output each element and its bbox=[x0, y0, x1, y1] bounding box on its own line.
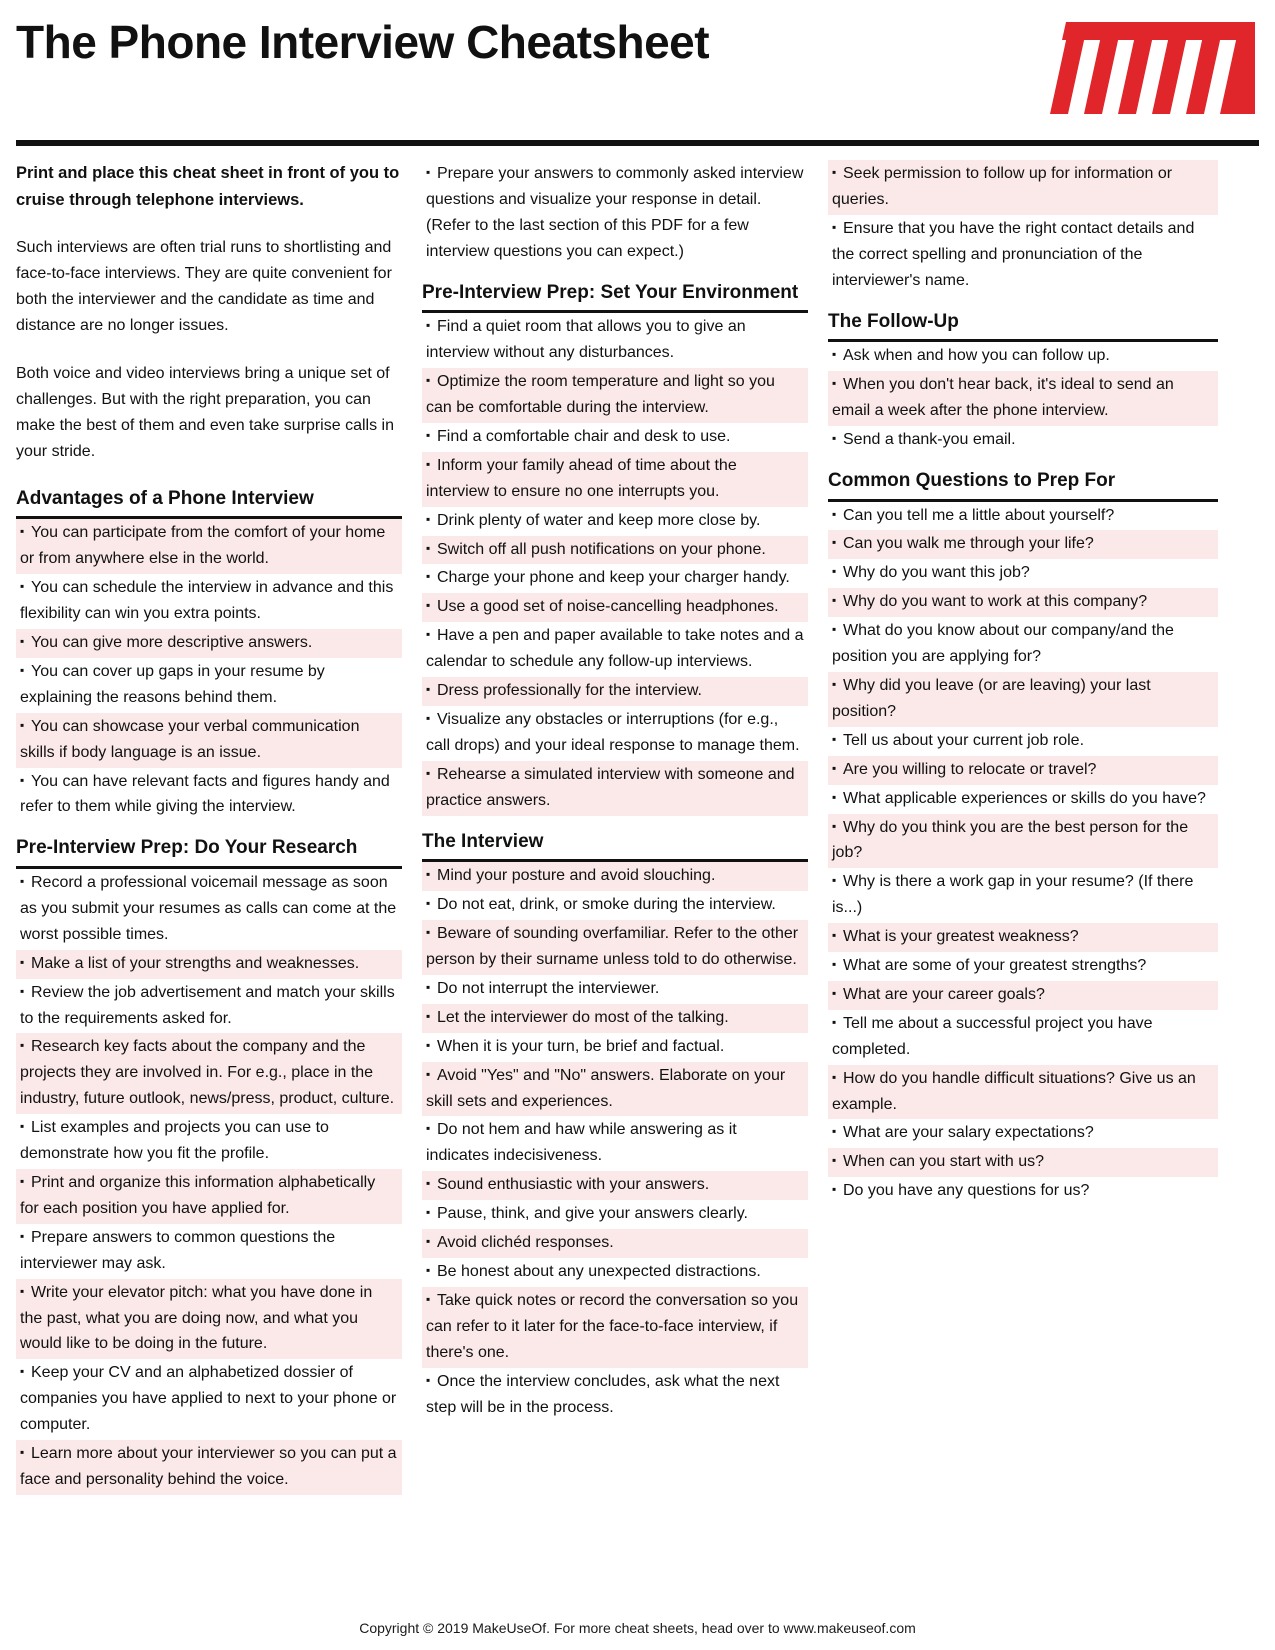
list-item-text: You can cover up gaps in your resume by explaining the reasons behind them. bbox=[20, 662, 325, 706]
list-item-text: Beware of sounding overfamiliar. Refer to the other person by their surname unless told to do otherwise. bbox=[426, 925, 799, 969]
list-item-text: How do you handle difficult situations? Give us an example. bbox=[832, 1069, 1196, 1113]
list-item-text: Let the interviewer do most of the talking. bbox=[437, 1008, 729, 1026]
list-item-text: What is your greatest weakness? bbox=[843, 928, 1079, 946]
list-item bbox=[828, 727, 1218, 756]
list-item bbox=[422, 507, 808, 536]
list-item-text: You can participate from the comfort of your home or from anywhere else in the world. bbox=[20, 524, 386, 568]
list-item bbox=[828, 502, 1218, 531]
list-item-text: You can give more descriptive answers. bbox=[31, 634, 313, 651]
list-item bbox=[828, 923, 1218, 952]
content-columns bbox=[16, 160, 1259, 1495]
list-item bbox=[422, 1004, 808, 1033]
square-bullet-icon: ▪ bbox=[832, 1014, 837, 1029]
square-bullet-icon: ▪ bbox=[832, 985, 837, 1000]
square-bullet-icon: ▪ bbox=[832, 347, 837, 362]
list-item bbox=[422, 593, 808, 622]
square-bullet-icon: ▪ bbox=[20, 1364, 25, 1379]
list-item bbox=[16, 1440, 402, 1495]
list-item bbox=[16, 1279, 402, 1360]
page-title: The Phone Interview Cheatsheet bbox=[16, 16, 710, 68]
list-item bbox=[828, 672, 1218, 727]
list-item bbox=[422, 862, 808, 891]
intro-paragraph: Both voice and video interviews bring a unique set of challenges. But with the right preparation, you can make the best of them and even take surprise calls in your stride. bbox=[16, 365, 394, 460]
square-bullet-icon: ▪ bbox=[426, 1037, 431, 1052]
list-item-text: Learn more about your interviewer so you can put a face and personality behind the voice. bbox=[20, 1445, 397, 1488]
list-item-text: Print and organize this information alphabetically for each position you have applied for. bbox=[20, 1174, 376, 1217]
list-item bbox=[828, 756, 1218, 785]
list-item bbox=[422, 1229, 808, 1258]
list-item-text: What are your salary expectations? bbox=[843, 1124, 1094, 1142]
list-item bbox=[828, 371, 1218, 426]
bullet-list bbox=[828, 502, 1218, 1207]
list-item bbox=[828, 160, 1218, 215]
list-item-text: Take quick notes or record the conversation so you can refer to it later for the face-to-face interview, if there's one. bbox=[426, 1291, 799, 1361]
list-item-text: Have a pen and paper available to take notes and a calendar to schedule any follow-up interviews. bbox=[426, 627, 804, 671]
list-item bbox=[422, 1287, 808, 1368]
section-heading-the-follow-up: The Follow-Up bbox=[828, 310, 1218, 343]
square-bullet-icon: ▪ bbox=[20, 954, 25, 969]
list-item-text: Dress professionally for the interview. bbox=[437, 682, 702, 700]
list-item bbox=[828, 1065, 1218, 1120]
list-item-text: You can showcase your verbal communication skills if body language is an issue. bbox=[20, 717, 360, 761]
list-item-text: Prepare your answers to commonly asked interview questions and visualize your response in detail. (Refer to the last section of this PDF for a few interview questions you can expect.) bbox=[426, 165, 804, 260]
bullet-list bbox=[16, 869, 402, 1495]
square-bullet-icon: ▪ bbox=[426, 1291, 431, 1306]
square-bullet-icon: ▪ bbox=[20, 1228, 25, 1243]
square-bullet-icon: ▪ bbox=[426, 1176, 431, 1191]
list-item bbox=[828, 215, 1218, 296]
list-item bbox=[828, 1177, 1218, 1206]
list-item bbox=[828, 814, 1218, 869]
list-item bbox=[422, 975, 808, 1004]
list-item-text: Visualize any obstacles or interruptions (for e.g., call drops) and your ideal response to manage them. bbox=[426, 711, 800, 754]
square-bullet-icon: ▪ bbox=[426, 682, 431, 697]
column-left bbox=[16, 160, 402, 1495]
square-bullet-icon: ▪ bbox=[20, 1445, 25, 1460]
square-bullet-icon: ▪ bbox=[20, 874, 25, 889]
square-bullet-icon: ▪ bbox=[426, 1234, 431, 1249]
square-bullet-icon: ▪ bbox=[426, 627, 431, 642]
list-item-text: Record a professional voicemail message as soon as you submit your resumes as calls can come at the worst possible times. bbox=[20, 874, 397, 943]
list-item bbox=[828, 868, 1218, 923]
square-bullet-icon: ▪ bbox=[426, 1066, 431, 1081]
list-item-text: Why do you want this job? bbox=[843, 564, 1030, 582]
square-bullet-icon: ▪ bbox=[832, 873, 837, 888]
list-item bbox=[828, 617, 1218, 672]
list-item bbox=[16, 768, 402, 823]
list-item-text: Do not eat, drink, or smoke during the interview. bbox=[437, 896, 776, 914]
list-item-text: Avoid "Yes" and "No" answers. Elaborate on your skill sets and experiences. bbox=[426, 1066, 786, 1110]
list-item bbox=[16, 1033, 402, 1114]
list-item-text: Research key facts about the company and the projects they are involved in. For e.g., place in the industry, future outlook, news/press, product, culture. bbox=[20, 1038, 395, 1108]
square-bullet-icon: ▪ bbox=[832, 760, 837, 775]
list-item-text: When can you start with us? bbox=[843, 1153, 1044, 1171]
square-bullet-icon: ▪ bbox=[832, 1182, 837, 1197]
square-bullet-icon: ▪ bbox=[20, 717, 25, 732]
list-item-text: Find a quiet room that allows you to give an interview without any disturbances. bbox=[426, 318, 746, 362]
list-item-text: Find a comfortable chair and desk to use. bbox=[437, 427, 731, 445]
list-item bbox=[16, 658, 402, 713]
list-item-text: Switch off all push notifications on your phone. bbox=[437, 540, 766, 558]
list-item-text: Mind your posture and avoid slouching. bbox=[437, 867, 716, 885]
list-item bbox=[422, 761, 808, 816]
square-bullet-icon: ▪ bbox=[20, 634, 25, 648]
list-item-text: Seek permission to follow up for information or queries. bbox=[832, 165, 1173, 208]
list-item-text: Why did you leave (or are leaving) your last position? bbox=[832, 676, 1151, 720]
list-item-text: What applicable experiences or skills do you have? bbox=[843, 789, 1206, 807]
square-bullet-icon: ▪ bbox=[832, 430, 837, 445]
list-item-text: Once the interview concludes, ask what the next step will be in the process. bbox=[426, 1372, 780, 1416]
square-bullet-icon: ▪ bbox=[426, 925, 431, 940]
square-bullet-icon: ▪ bbox=[832, 676, 837, 691]
list-item-text: Do not hem and haw while answering as it indicates indecisiveness. bbox=[426, 1121, 737, 1165]
square-bullet-icon: ▪ bbox=[832, 731, 837, 746]
square-bullet-icon: ▪ bbox=[832, 1069, 837, 1084]
section-heading-common-questions-to-prep-for: Common Questions to Prep For bbox=[828, 469, 1218, 502]
list-item bbox=[422, 622, 808, 677]
square-bullet-icon: ▪ bbox=[20, 1038, 25, 1053]
square-bullet-icon: ▪ bbox=[832, 957, 837, 972]
list-item-text: What are some of your greatest strengths? bbox=[843, 957, 1147, 975]
square-bullet-icon: ▪ bbox=[832, 535, 837, 550]
list-item bbox=[422, 160, 808, 267]
list-item-text: Tell us about your current job role. bbox=[843, 731, 1085, 749]
intro-lede: Print and place this cheat sheet in front of you to cruise through telephone interviews. bbox=[16, 164, 400, 209]
list-item-text: Be honest about any unexpected distractions. bbox=[437, 1263, 761, 1280]
square-bullet-icon: ▪ bbox=[832, 564, 837, 579]
list-item bbox=[828, 1010, 1218, 1065]
square-bullet-icon: ▪ bbox=[832, 1153, 837, 1168]
square-bullet-icon: ▪ bbox=[832, 593, 837, 608]
list-item-text: Why do you think you are the best person for the job? bbox=[832, 818, 1189, 862]
list-item bbox=[422, 313, 808, 368]
bullet-list bbox=[828, 342, 1218, 455]
list-item bbox=[16, 713, 402, 768]
list-item-text: Do you have any questions for us? bbox=[843, 1182, 1090, 1200]
muo-logo-icon bbox=[1050, 18, 1255, 123]
list-item-text: Use a good set of noise-cancelling headphones. bbox=[437, 598, 779, 616]
square-bullet-icon: ▪ bbox=[426, 373, 431, 388]
list-item-text: Make a list of your strengths and weaknesses. bbox=[31, 954, 360, 972]
list-item bbox=[828, 952, 1218, 981]
square-bullet-icon: ▪ bbox=[832, 928, 837, 943]
list-item bbox=[16, 629, 402, 658]
list-item-text: Rehearse a simulated interview with someone and practice answers. bbox=[426, 765, 795, 809]
list-item bbox=[422, 1368, 808, 1423]
square-bullet-icon: ▪ bbox=[832, 506, 837, 521]
list-item bbox=[16, 1169, 402, 1224]
square-bullet-icon: ▪ bbox=[20, 1174, 25, 1188]
list-item-text: Sound enthusiastic with your answers. bbox=[437, 1176, 710, 1194]
section-heading-the-interview: The Interview bbox=[422, 830, 808, 863]
list-item bbox=[16, 519, 402, 574]
list-item bbox=[828, 559, 1218, 588]
list-item-text: Why do you want to work at this company? bbox=[843, 593, 1148, 611]
list-item-text: Pause, think, and give your answers clearly. bbox=[437, 1205, 748, 1223]
square-bullet-icon: ▪ bbox=[426, 511, 431, 526]
square-bullet-icon: ▪ bbox=[426, 540, 431, 555]
list-item-text: Avoid clichéd responses. bbox=[437, 1234, 614, 1252]
list-item-text: When it is your turn, be brief and factual. bbox=[437, 1037, 725, 1055]
square-bullet-icon: ▪ bbox=[426, 165, 431, 179]
list-item bbox=[422, 1062, 808, 1117]
list-item-text: Review the job advertisement and match your skills to the requirements asked for. bbox=[20, 983, 395, 1027]
square-bullet-icon: ▪ bbox=[426, 1372, 431, 1387]
list-item bbox=[422, 1116, 808, 1171]
footer-copyright: Copyright © 2019 MakeUseOf. For more cheat sheets, head over to www.makeuseof.com bbox=[359, 1620, 916, 1636]
list-item bbox=[16, 574, 402, 629]
square-bullet-icon: ▪ bbox=[832, 1124, 837, 1139]
bullet-list bbox=[16, 519, 402, 822]
list-item-text: Prepare answers to common questions the interviewer may ask. bbox=[20, 1228, 336, 1272]
list-item bbox=[422, 920, 808, 975]
list-item-text: Are you willing to relocate or travel? bbox=[843, 760, 1097, 778]
square-bullet-icon: ▪ bbox=[426, 427, 431, 442]
list-item bbox=[422, 452, 808, 507]
square-bullet-icon: ▪ bbox=[426, 456, 431, 471]
square-bullet-icon: ▪ bbox=[426, 598, 431, 613]
list-item bbox=[422, 1033, 808, 1062]
square-bullet-icon: ▪ bbox=[20, 524, 25, 539]
section-heading-pre-interview-prep-do-your-research: Pre-Interview Prep: Do Your Research bbox=[16, 836, 402, 869]
square-bullet-icon: ▪ bbox=[426, 569, 431, 584]
list-item-text: Drink plenty of water and keep more close by. bbox=[437, 511, 761, 529]
square-bullet-icon: ▪ bbox=[426, 1121, 431, 1136]
list-item-text: Inform your family ahead of time about the interview to ensure no one interrupts you. bbox=[426, 456, 737, 500]
list-item bbox=[422, 368, 808, 423]
list-item bbox=[422, 677, 808, 706]
square-bullet-icon: ▪ bbox=[20, 772, 25, 787]
square-bullet-icon: ▪ bbox=[832, 219, 837, 234]
list-item-text: Charge your phone and keep your charger handy. bbox=[437, 569, 790, 587]
list-item bbox=[828, 530, 1218, 559]
page-header bbox=[16, 0, 1259, 140]
list-item-text: When you don't hear back, it's ideal to send an email a week after the phone interview. bbox=[832, 376, 1174, 420]
list-item bbox=[422, 423, 808, 452]
square-bullet-icon: ▪ bbox=[426, 765, 431, 780]
square-bullet-icon: ▪ bbox=[426, 979, 431, 994]
square-bullet-icon: ▪ bbox=[426, 1205, 431, 1220]
list-item bbox=[16, 1359, 402, 1440]
list-item-text: Why is there a work gap in your resume? (If there is...) bbox=[832, 873, 1194, 917]
list-item-text: Do not interrupt the interviewer. bbox=[437, 979, 660, 997]
square-bullet-icon: ▪ bbox=[20, 579, 25, 594]
square-bullet-icon: ▪ bbox=[832, 622, 837, 637]
list-item bbox=[422, 706, 808, 761]
square-bullet-icon: ▪ bbox=[832, 818, 837, 833]
section-heading-advantages-of-a-phone-interview: Advantages of a Phone Interview bbox=[16, 487, 402, 520]
list-item bbox=[828, 785, 1218, 814]
list-item-text: Ensure that you have the right contact details and the correct spelling and pronunciation of the interviewer's name. bbox=[832, 219, 1195, 289]
list-item bbox=[16, 1114, 402, 1169]
square-bullet-icon: ▪ bbox=[20, 1283, 25, 1298]
list-item bbox=[422, 564, 808, 593]
list-item bbox=[828, 1148, 1218, 1177]
list-item-text: Keep your CV and an alphabetized dossier of companies you have applied to next to your phone or computer. bbox=[20, 1364, 397, 1434]
bullet-list bbox=[422, 862, 808, 1422]
list-item bbox=[16, 1224, 402, 1279]
list-item-text: Tell me about a successful project you have completed. bbox=[832, 1014, 1153, 1058]
list-item-text: Can you tell me a little about yourself? bbox=[843, 506, 1115, 524]
list-item bbox=[422, 891, 808, 920]
square-bullet-icon: ▪ bbox=[426, 1263, 431, 1277]
section-heading-pre-interview-prep-set-your-environment: Pre-Interview Prep: Set Your Environment bbox=[422, 281, 808, 314]
list-item bbox=[16, 869, 402, 950]
bullet-list bbox=[828, 160, 1218, 296]
square-bullet-icon: ▪ bbox=[20, 983, 25, 998]
header-divider bbox=[16, 140, 1259, 146]
square-bullet-icon: ▪ bbox=[20, 1119, 25, 1134]
list-item bbox=[422, 1200, 808, 1229]
list-item bbox=[828, 1119, 1218, 1148]
square-bullet-icon: ▪ bbox=[832, 165, 837, 179]
list-item-text: What are your career goals? bbox=[843, 985, 1045, 1003]
list-item-text: What do you know about our company/and the position you are applying for? bbox=[832, 622, 1174, 666]
list-item bbox=[422, 536, 808, 565]
bullet-list bbox=[422, 160, 808, 267]
square-bullet-icon: ▪ bbox=[426, 896, 431, 911]
list-item bbox=[16, 979, 402, 1034]
square-bullet-icon: ▪ bbox=[832, 789, 837, 804]
list-item bbox=[828, 981, 1218, 1010]
square-bullet-icon: ▪ bbox=[426, 867, 431, 882]
square-bullet-icon: ▪ bbox=[426, 711, 431, 725]
list-item-text: List examples and projects you can use to demonstrate how you fit the profile. bbox=[20, 1119, 329, 1163]
list-item bbox=[828, 588, 1218, 617]
list-item-text: You can have relevant facts and figures handy and refer to them while giving the interview. bbox=[20, 772, 390, 816]
list-item-text: Write your elevator pitch: what you have done in the past, what you are doing now, and what you would like to be doing in the future. bbox=[20, 1283, 373, 1353]
list-item-text: Optimize the room temperature and light so you can be comfortable during the interview. bbox=[426, 373, 775, 417]
column-middle bbox=[422, 160, 808, 1422]
list-item-text: Ask when and how you can follow up. bbox=[843, 347, 1110, 365]
intro-paragraph: Such interviews are often trial runs to shortlisting and face-to-face interviews. They are quite convenient for both the interviewer and the candidate as time and distance are no longer issues. bbox=[16, 239, 392, 335]
list-item bbox=[828, 426, 1218, 455]
list-item-text: You can schedule the interview in advance and this flexibility can win you extra points. bbox=[20, 579, 394, 623]
square-bullet-icon: ▪ bbox=[832, 376, 837, 391]
square-bullet-icon: ▪ bbox=[426, 1008, 431, 1023]
list-item bbox=[828, 342, 1218, 371]
bullet-list bbox=[422, 313, 808, 815]
list-item bbox=[16, 950, 402, 979]
list-item-text: Send a thank-you email. bbox=[843, 430, 1016, 448]
column-right bbox=[828, 160, 1218, 1206]
list-item bbox=[422, 1171, 808, 1200]
square-bullet-icon: ▪ bbox=[426, 318, 431, 333]
list-item-text: Can you walk me through your life? bbox=[843, 535, 1094, 553]
list-item bbox=[422, 1258, 808, 1287]
square-bullet-icon: ▪ bbox=[20, 662, 25, 677]
